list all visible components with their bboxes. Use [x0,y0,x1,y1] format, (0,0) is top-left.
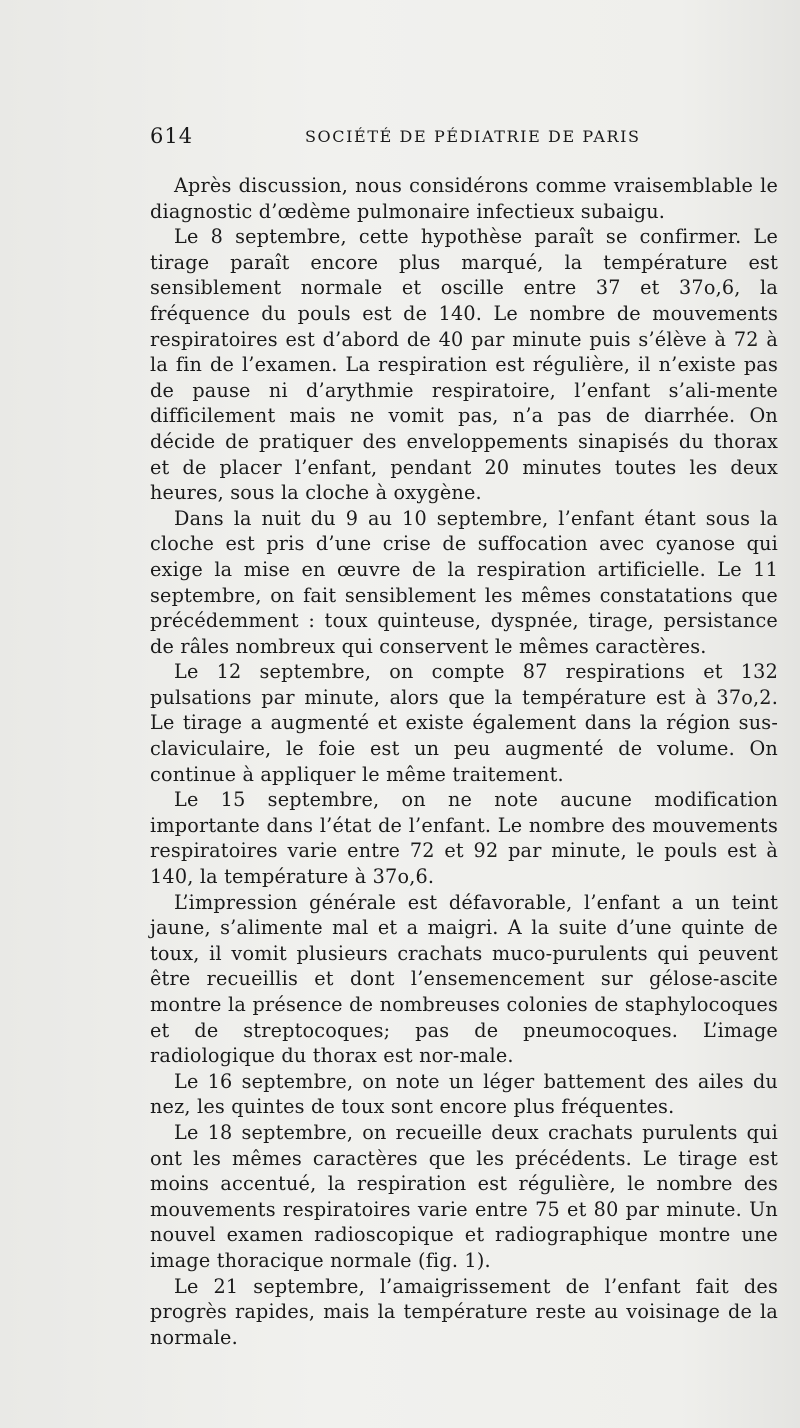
paragraph-impression-generale: L’impression générale est défavorable, l’enfant a un teint jaune, s’alimente mal et a maigri. A la suite d’une quinte de toux, il vomit plusieurs crachats muco-purulents qui peuvent être recueillis et dont l’ensemencement sur gélose-ascite montre la présence de nombreuses colonies de staphylocoques et de streptocoques; pas de pneumocoques. L’image radiologique du thorax est nor-male. [150,890,778,1068]
paragraph-9-10-septembre: Dans la nuit du 9 au 10 septembre, l’enfant étant sous la cloche est pris d’une crise de suffocation avec cyanose qui exige la mise en œuvre de la respiration artificielle. Le 11 septembre, on fait sensiblement les mêmes constatations que précédemment : toux quinteuse, dyspnée, tirage, persistance de râles nombreux qui conservent le mêmes caractères. [150,506,778,658]
body-text [150,173,778,1350]
paragraph-discussion: Après discussion, nous considérons comme vraisemblable le diagnostic d’œdème pulmonaire infectieux subaigu. [150,174,778,223]
paragraph-21-septembre: Le 21 septembre, l’amaigrissement de l’enfant fait des progrès rapides, mais la température reste au voisinage de la normale. [150,1274,778,1349]
paragraph-18-septembre: Le 18 septembre, on recueille deux crachats purulents qui ont les mêmes caractères que les précédents. Le tirage est moins accentué, la respiration est régulière, le nombre des mouvements respiratoires varie entre 75 et 80 par minute. Un nouvel examen radioscopique et radiographique montre une image thoracique normale (fig. 1). [150,1120,778,1272]
page-number: 614 [150,124,194,148]
paragraph-12-septembre: Le 12 septembre, on compte 87 respirations et 132 pulsations par minute, alors que la température est à 37o,2. Le tirage a augmenté et existe également dans la région sus-claviculaire, le foie est un peu augmenté de volume. On continue à appliquer le même traitement. [150,660,778,786]
paragraph-8-septembre: Le 8 septembre, cette hypothèse paraît se confirmer. Le tirage paraît encore plus marqué, la température est sensiblement normale et oscille entre 37 et 37o,6, la fréquence du pouls est de 140. Le nombre de mouvements respiratoires est d’abord de 40 par minute puis s’élève à 72 à la fin de l’examen. La respiration est régulière, il n’existe pas de pause ni d’arythmie respiratoire, l’enfant s’ali-mente difficilement mais ne vomit pas, n’a pas de diarrhée. On décide de pratiquer des enveloppements sinapisés du thorax et de placer l’enfant, pendant 20 minutes toutes les deux heures, sous la cloche à oxygène. [150,225,778,505]
paragraph-15-septembre: Le 15 septembre, on ne note aucune modification importante dans l’état de l’enfant. Le nombre des mouvements respiratoires varie entre 72 et 92 par minute, le pouls est à 140, la température à 37o,6. [150,788,778,889]
page-header [150,124,780,154]
running-title: SOCIÉTÉ DE PÉDIATRIE DE PARIS [305,127,641,146]
paragraph-16-septembre: Le 16 septembre, on note un léger battement des ailes du nez, les quintes de toux sont encore plus fréquentes. [150,1069,778,1119]
